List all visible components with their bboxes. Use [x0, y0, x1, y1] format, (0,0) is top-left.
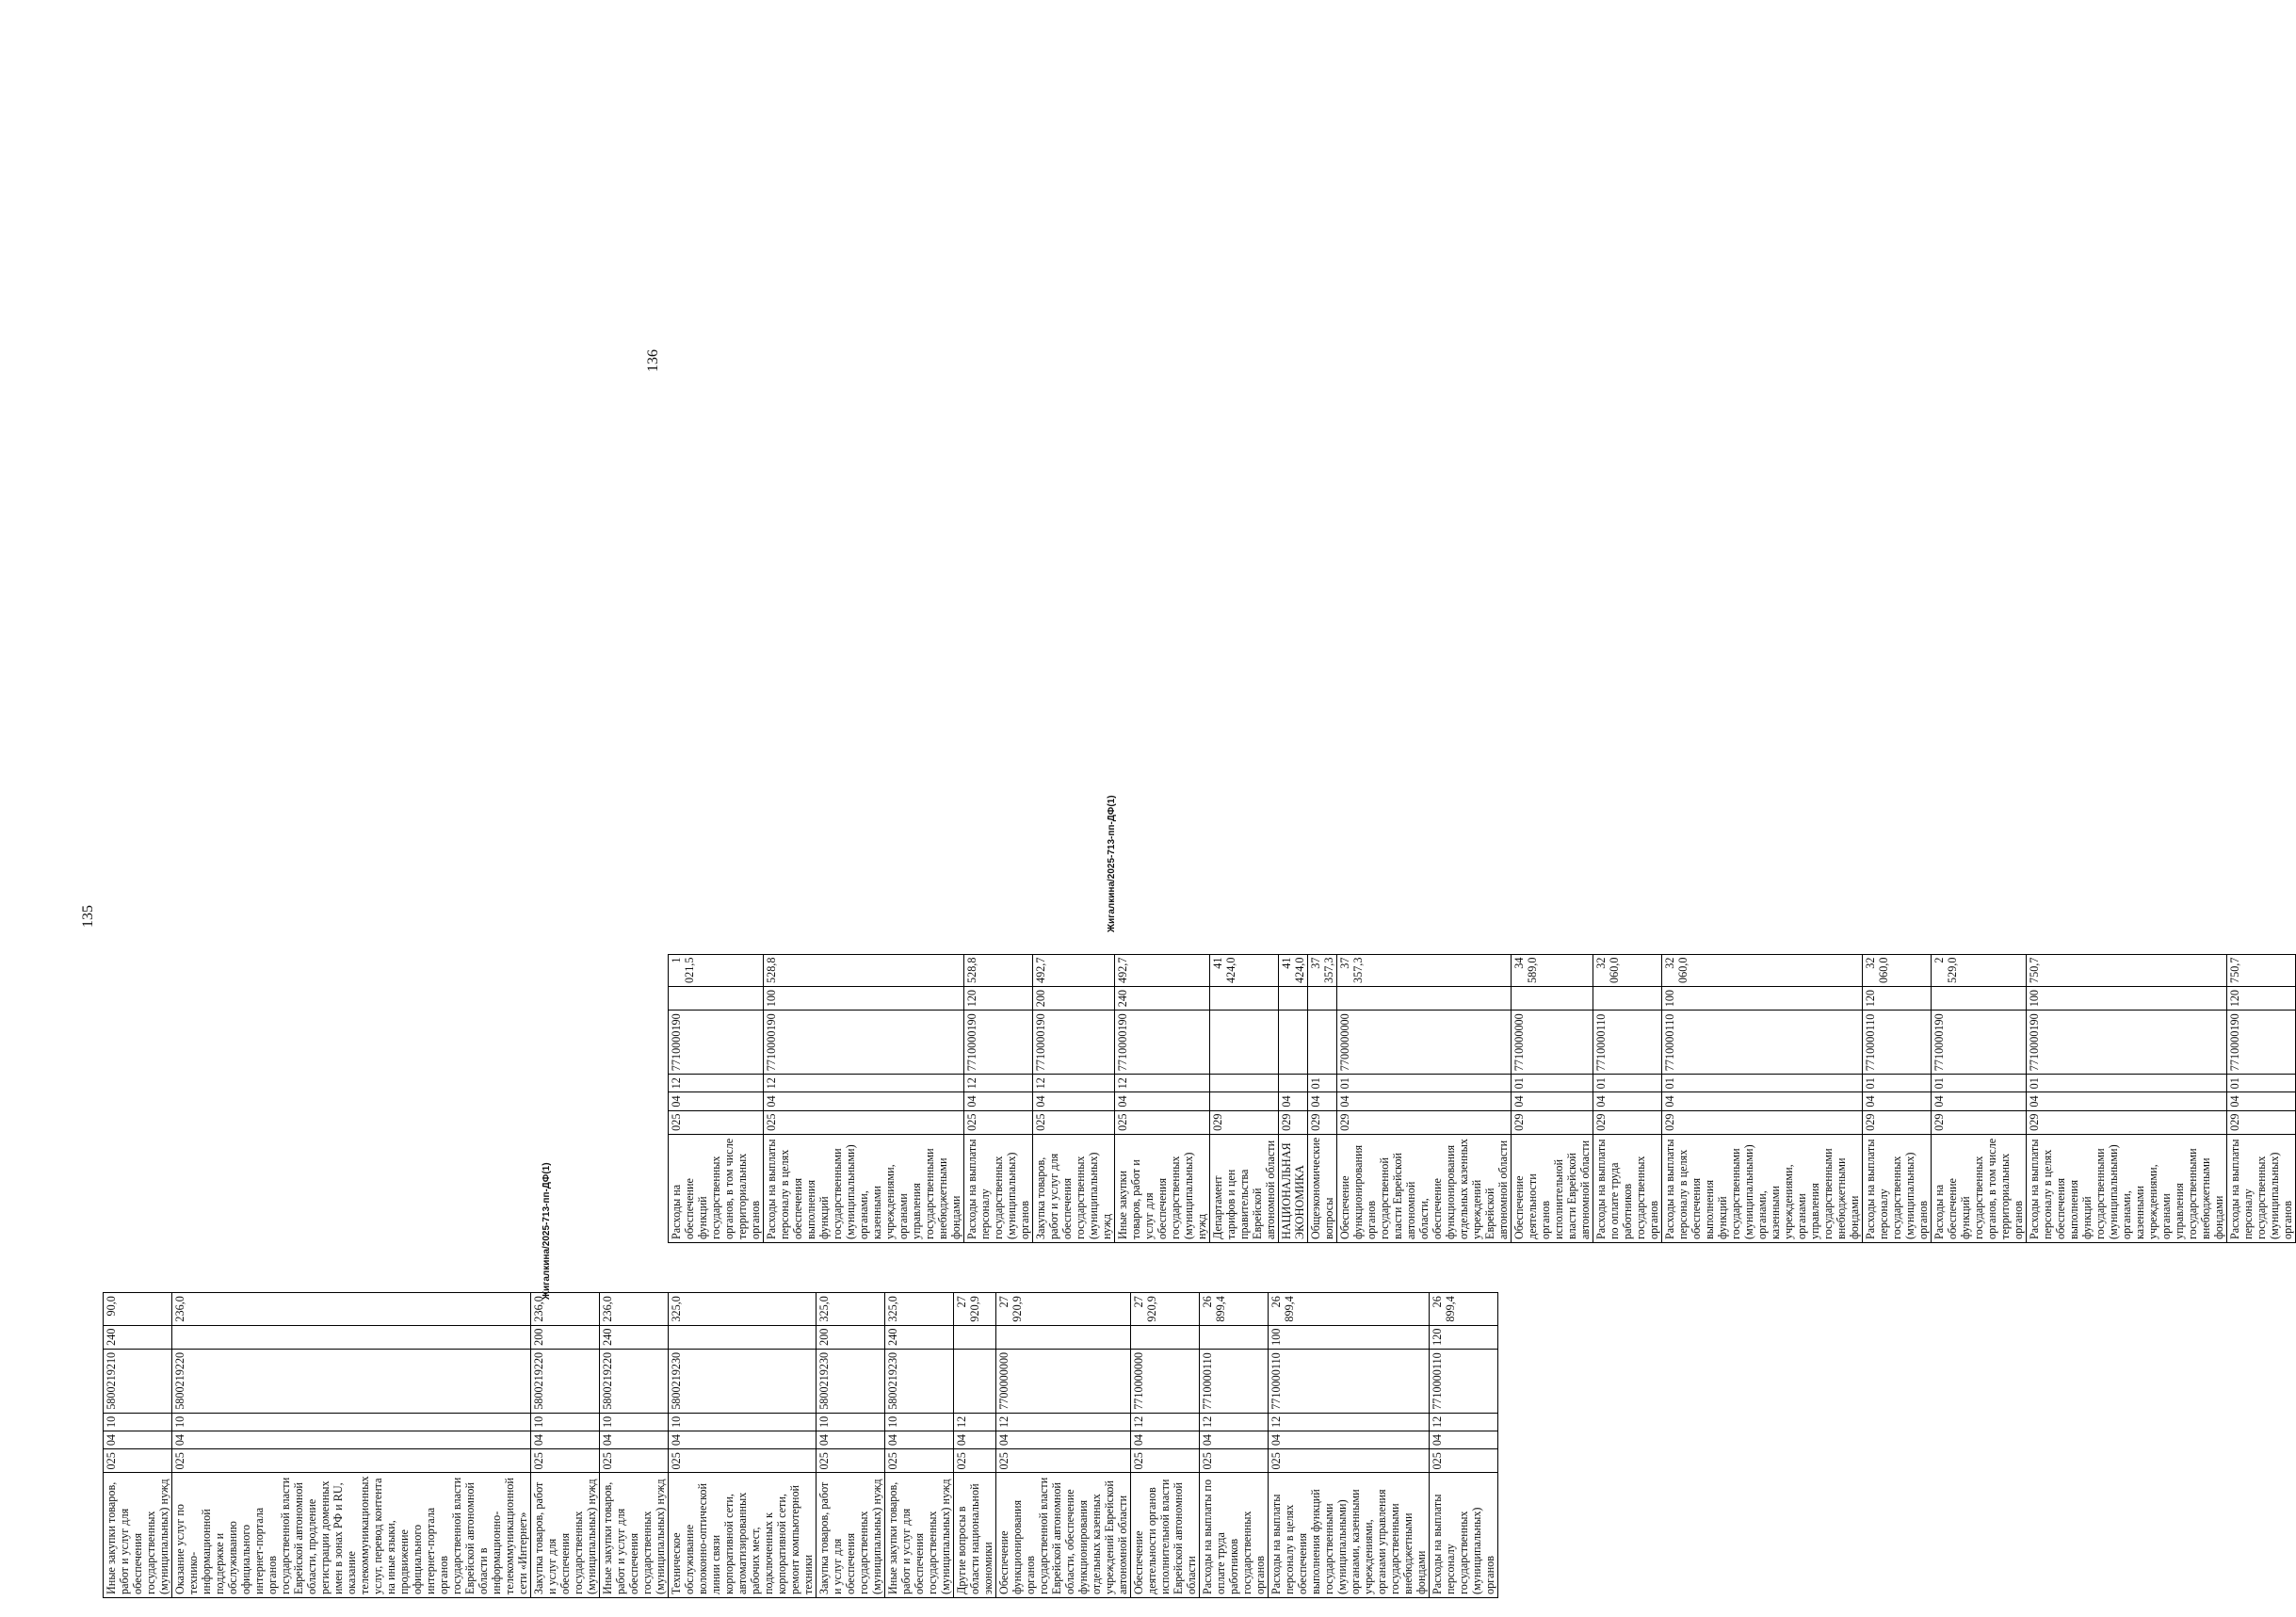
- page-number: 136: [645, 349, 661, 372]
- row-sum: 32 060,0: [1662, 954, 1863, 986]
- row-gr: 029: [2027, 1110, 2227, 1134]
- row-rz: [1210, 1092, 1279, 1110]
- row-sum: 32 060,0: [1863, 954, 1932, 986]
- row-cs: 7700000000: [996, 1349, 1131, 1413]
- row-vr: 240: [1115, 986, 1210, 1010]
- row-pr: 10: [600, 1413, 669, 1431]
- row-sum: 2 529,0: [1932, 954, 2027, 986]
- table-row: [1932, 954, 2027, 1242]
- row-gr: 029: [1210, 1110, 1279, 1134]
- row-name: Иные закупки товаров, работ и услуг для обеспечения государственных (муниципальных) нужд: [600, 1473, 669, 1598]
- row-rz: 04: [1279, 1092, 1308, 1110]
- row-name: Расходы на выплаты персоналу в целях обеспечения выполнения функций государственными (муниципальными) органами, казенными учреждениями, органами управления государственными внебюджетными фондами: [2027, 1134, 2227, 1242]
- table-row: [1131, 1293, 1200, 1598]
- row-gr: 025: [104, 1449, 172, 1473]
- row-cs: 7710000000: [1131, 1349, 1200, 1413]
- row-name: Департамент тарифов и цен правительства Еврейской автономной области: [1210, 1134, 1279, 1242]
- row-cs: 7700000000: [1337, 1011, 1512, 1075]
- row-sum: 1 021,5: [669, 954, 764, 986]
- row-sum: 492,7: [1115, 954, 1210, 986]
- row-cs: 7710000110: [1200, 1349, 1269, 1413]
- table-row: [1662, 954, 1863, 1242]
- row-rz: 04: [669, 1431, 817, 1448]
- row-name: Расходы на выплаты персоналу государственных (муниципальных) органов: [964, 1134, 1033, 1242]
- page-number: 135: [80, 905, 96, 928]
- row-vr: 200: [817, 1325, 885, 1349]
- row-cs: 7710000000: [1512, 1011, 1593, 1075]
- row-sum: 236,0: [600, 1293, 669, 1325]
- row-rz: 04: [600, 1431, 669, 1448]
- table-row: [1512, 954, 1593, 1242]
- row-vr: [1512, 986, 1593, 1010]
- row-cs: 7710000190: [764, 1011, 964, 1075]
- row-name: Обеспечение функционирования органов государственной власти Еврейской автономной области, обеспечение функционирования отдельных казенных учреждений Еврейской автономной области: [996, 1473, 1131, 1598]
- row-cs: 7710000190: [1932, 1011, 2027, 1075]
- footer-code: Жигалкина/2025-713-пп-ДФ(1): [542, 1162, 552, 1300]
- row-pr: 12: [996, 1413, 1131, 1431]
- row-rz: 04: [1200, 1431, 1269, 1448]
- row-cs: 7710000190: [669, 1011, 764, 1075]
- row-rz: 04: [764, 1092, 964, 1110]
- row-cs: 7710000190: [2227, 1011, 2296, 1075]
- row-pr: 10: [669, 1413, 817, 1431]
- row-vr: [1131, 1325, 1200, 1349]
- row-name: Расходы на выплаты персоналу государственных (муниципальных) органов: [2227, 1134, 2296, 1242]
- row-name: Закупка товаров, работ и услуг для обеспечения государственных (муниципальных) нужд: [1033, 1134, 1115, 1242]
- row-name: Расходы на выплаты персоналу государственных (муниципальных) органов: [1863, 1134, 1932, 1242]
- row-pr: 01: [1863, 1075, 1932, 1092]
- table-row: [1269, 1293, 1430, 1598]
- table-row: [172, 1293, 531, 1598]
- row-pr: 12: [1131, 1413, 1200, 1431]
- row-name: Закупка товаров, работ и услуг для обеспечения государственных (муниципальных) нужд: [817, 1473, 885, 1598]
- row-pr: 12: [1269, 1413, 1430, 1431]
- row-cs: 5800219230: [885, 1349, 954, 1413]
- table-row: [669, 954, 764, 1242]
- row-rz: 04: [1863, 1092, 1932, 1110]
- row-name: Расходы на выплаты по оплате труда работников государственных органов: [1200, 1473, 1269, 1598]
- row-vr: [1308, 986, 1337, 1010]
- row-vr: [1337, 986, 1512, 1010]
- row-pr: 01: [2227, 1075, 2296, 1092]
- row-sum: 26 899,4: [1269, 1293, 1430, 1325]
- row-rz: 04: [1115, 1092, 1210, 1110]
- row-vr: 100: [1662, 986, 1863, 1010]
- row-gr: 029: [1337, 1110, 1512, 1134]
- row-rz: 04: [669, 1092, 764, 1110]
- row-gr: 025: [954, 1449, 996, 1473]
- row-cs: 5800219220: [531, 1349, 600, 1413]
- row-cs: 7710000110: [1662, 1011, 1863, 1075]
- row-gr: 029: [2227, 1110, 2296, 1134]
- row-cs: 5800219220: [172, 1349, 531, 1413]
- row-sum: 37 357,3: [1308, 954, 1337, 986]
- row-rz: 04: [1131, 1431, 1200, 1448]
- row-rz: 04: [964, 1092, 1033, 1110]
- row-gr: 029: [1863, 1110, 1932, 1134]
- row-rz: 04: [172, 1431, 531, 1448]
- row-name: Обеспечение деятельности органов исполнительной власти Еврейской автономной области: [1512, 1134, 1593, 1242]
- row-vr: 240: [885, 1325, 954, 1349]
- row-gr: 025: [1269, 1449, 1430, 1473]
- row-rz: 04: [531, 1431, 600, 1448]
- row-name: Расходы на выплаты персоналу в целях обеспечения выполнения функций государственными (муниципальными) органами, казенными учреждениями, органами управления государственными внебюджетными фондами: [764, 1134, 964, 1242]
- budget-table-right: [668, 954, 2296, 1243]
- row-cs: 7710000190: [964, 1011, 1033, 1075]
- row-sum: 27 920,9: [954, 1293, 996, 1325]
- row-pr: 12: [964, 1075, 1033, 1092]
- row-sum: 750,7: [2027, 954, 2227, 986]
- row-vr: 100: [1269, 1325, 1430, 1349]
- row-gr: 025: [1033, 1110, 1115, 1134]
- row-name: Расходы на обеспечение функций государственных органов, в том числе территориальных органов: [1932, 1134, 2027, 1242]
- row-vr: 100: [2027, 986, 2227, 1010]
- row-sum: 492,7: [1033, 954, 1115, 986]
- row-vr: [1593, 986, 1662, 1010]
- row-sum: 41 424,0: [1279, 954, 1308, 986]
- row-cs: 5800219210: [104, 1349, 172, 1413]
- row-name: Общеэкономические вопросы: [1308, 1134, 1337, 1242]
- row-sum: 750,7: [2227, 954, 2296, 986]
- table-row: [1863, 954, 1932, 1242]
- row-rz: 04: [2027, 1092, 2227, 1110]
- row-gr: 029: [1932, 1110, 2027, 1134]
- row-gr: 025: [885, 1449, 954, 1473]
- table-row: [1033, 954, 1115, 1242]
- row-gr: 025: [1200, 1449, 1269, 1473]
- row-cs: 5800219230: [669, 1349, 817, 1413]
- footer-code: Жигалкина/2025-713-пп-ДФ(1): [1107, 795, 1117, 932]
- row-pr: 12: [1430, 1413, 1498, 1431]
- row-cs: [1308, 1011, 1337, 1075]
- row-cs: 5800219230: [817, 1349, 885, 1413]
- row-pr: 01: [1932, 1075, 2027, 1092]
- row-vr: [669, 986, 764, 1010]
- row-gr: 025: [669, 1110, 764, 1134]
- row-sum: 236,0: [172, 1293, 531, 1325]
- row-gr: 025: [817, 1449, 885, 1473]
- row-name: Другие вопросы в области национальной экономики: [954, 1473, 996, 1598]
- row-rz: 04: [2227, 1092, 2296, 1110]
- row-rz: 04: [1932, 1092, 2027, 1110]
- row-name: Расходы на выплаты по оплате труда работников государственных органов: [1593, 1134, 1662, 1242]
- row-sum: 26 899,4: [1430, 1293, 1498, 1325]
- row-name: Обеспечение функционирования органов государственной власти Еврейской автономной области, обеспечение функционирования отдельных казенных учреждений Еврейской автономной области: [1337, 1134, 1512, 1242]
- row-gr: 025: [172, 1449, 531, 1473]
- row-pr: 10: [104, 1413, 172, 1431]
- row-gr: 025: [1430, 1449, 1498, 1473]
- row-sum: 37 357,3: [1337, 954, 1512, 986]
- row-rz: 04: [1337, 1092, 1512, 1110]
- row-gr: 029: [1308, 1110, 1337, 1134]
- row-sum: 41 424,0: [1210, 954, 1279, 986]
- row-pr: 12: [1033, 1075, 1115, 1092]
- row-sum: 27 920,9: [996, 1293, 1131, 1325]
- row-sum: 90,0: [104, 1293, 172, 1325]
- row-vr: [172, 1325, 531, 1349]
- row-vr: 120: [1430, 1325, 1498, 1349]
- row-gr: 029: [1662, 1110, 1863, 1134]
- table-row: [1337, 954, 1512, 1242]
- row-name: Техническое обслуживание волоконно-оптической линии связи корпоративной сети, автоматизированных рабочих мест, подключенных к корпоративной сети, ремонт компьютерной техники: [669, 1473, 817, 1598]
- row-vr: [1932, 986, 2027, 1010]
- row-pr: [1279, 1075, 1308, 1092]
- row-rz: 04: [1308, 1092, 1337, 1110]
- table-row: [764, 954, 964, 1242]
- table-row: [1308, 954, 1337, 1242]
- row-rz: 04: [996, 1431, 1131, 1448]
- row-pr: 01: [1337, 1075, 1512, 1092]
- row-rz: 04: [1269, 1431, 1430, 1448]
- row-sum: 236,0: [531, 1293, 600, 1325]
- row-rz: 04: [1662, 1092, 1863, 1110]
- row-sum: 34 589,0: [1512, 954, 1593, 986]
- row-name: Оказание услуг по технико-информационной поддержке и обслуживанию официального интернет-портала органов государственной власти Еврейской автономной области, продление регистрации доменных имен в зонах РФ и RU, оказание телекоммуникационных услуг, перевод контента на иные языки, продвижение официального интернет-портала органов государственной власти Еврейской автономной области в информационно-телекоммуникационной сети «Интернет»: [172, 1473, 531, 1598]
- row-pr: 12: [954, 1413, 996, 1431]
- table-row: [1430, 1293, 1498, 1598]
- row-sum: 26 899,4: [1200, 1293, 1269, 1325]
- row-cs: [1279, 1011, 1308, 1075]
- row-pr: 01: [1512, 1075, 1593, 1092]
- table-row: [1200, 1293, 1269, 1598]
- row-name: Обеспечение деятельности органов исполнительной власти Еврейской автономной области: [1131, 1473, 1200, 1598]
- row-gr: 029: [1512, 1110, 1593, 1134]
- row-name: Расходы на выплаты персоналу в целях обеспечения выполнения функций государственными (муниципальными) органами, казенными учреждениями, органами управления государственными внебюджетными фондами: [1269, 1473, 1430, 1598]
- row-gr: 029: [1593, 1110, 1662, 1134]
- row-gr: 025: [1115, 1110, 1210, 1134]
- table-row: [104, 1293, 172, 1598]
- row-pr: 12: [764, 1075, 964, 1092]
- row-vr: 240: [104, 1325, 172, 1349]
- row-pr: 01: [1593, 1075, 1662, 1092]
- row-pr: 12: [1115, 1075, 1210, 1092]
- table-row: [1115, 954, 1210, 1242]
- table-row: [964, 954, 1033, 1242]
- row-cs: 7710000190: [1115, 1011, 1210, 1075]
- row-sum: 325,0: [885, 1293, 954, 1325]
- row-name: Закупка товаров, работ и услуг для обеспечения государственных (муниципальных) нужд: [531, 1473, 600, 1598]
- row-name: Расходы на выплаты персоналу государственных (муниципальных) органов: [1430, 1473, 1498, 1598]
- row-gr: 025: [669, 1449, 817, 1473]
- row-pr: 01: [1662, 1075, 1863, 1092]
- row-pr: [1210, 1075, 1279, 1092]
- row-sum: 32 060,0: [1593, 954, 1662, 986]
- row-vr: 240: [600, 1325, 669, 1349]
- row-rz: 04: [1512, 1092, 1593, 1110]
- row-vr: [1210, 986, 1279, 1010]
- row-rz: 04: [1593, 1092, 1662, 1110]
- row-rz: 04: [1033, 1092, 1115, 1110]
- row-vr: [1200, 1325, 1269, 1349]
- row-vr: 100: [764, 986, 964, 1010]
- row-pr: 12: [669, 1075, 764, 1092]
- row-pr: 10: [885, 1413, 954, 1431]
- row-name: Иные закупки товаров, работ и услуг для обеспечения государственных (муниципальных) нужд: [1115, 1134, 1210, 1242]
- row-vr: 120: [2227, 986, 2296, 1010]
- row-vr: 120: [1863, 986, 1932, 1010]
- row-cs: [1210, 1011, 1279, 1075]
- row-name: Расходы на выплаты персоналу в целях обеспечения выполнения функций государственными (муниципальными) органами, казенными учреждениями, органами управления государственными внебюджетными фондами: [1662, 1134, 1863, 1242]
- row-cs: 7710000110: [1593, 1011, 1662, 1075]
- row-sum: 325,0: [817, 1293, 885, 1325]
- table-row: [1279, 954, 1308, 1242]
- row-sum: 27 920,9: [1131, 1293, 1200, 1325]
- row-vr: 200: [531, 1325, 600, 1349]
- row-rz: 04: [885, 1431, 954, 1448]
- row-name: Иные закупки товаров, работ и услуг для обеспечения государственных (муниципальных) нужд: [885, 1473, 954, 1598]
- row-cs: 7710000110: [1269, 1349, 1430, 1413]
- row-rz: 04: [817, 1431, 885, 1448]
- row-gr: 025: [531, 1449, 600, 1473]
- row-gr: 025: [996, 1449, 1131, 1473]
- row-gr: 025: [964, 1110, 1033, 1134]
- row-cs: 7710000190: [1033, 1011, 1115, 1075]
- row-rz: 04: [1430, 1431, 1498, 1448]
- table-row: [1593, 954, 1662, 1242]
- row-pr: 10: [531, 1413, 600, 1431]
- row-pr: 12: [1200, 1413, 1269, 1431]
- row-sum: 325,0: [669, 1293, 817, 1325]
- row-cs: 5800219220: [600, 1349, 669, 1413]
- row-rz: 04: [954, 1431, 996, 1448]
- row-pr: 01: [2027, 1075, 2227, 1092]
- row-rz: 04: [104, 1431, 172, 1448]
- row-cs: 7710000110: [1430, 1349, 1498, 1413]
- table-row: [2227, 954, 2296, 1242]
- row-name: НАЦИОНАЛЬНАЯ ЭКОНОМИКА: [1279, 1134, 1308, 1242]
- row-gr: 029: [1279, 1110, 1308, 1134]
- table-row: [2027, 954, 2227, 1242]
- row-name: Расходы на обеспечение функций государственных органов, в том числе территориальных органов: [669, 1134, 764, 1242]
- row-vr: [1279, 986, 1308, 1010]
- row-vr: 120: [964, 986, 1033, 1010]
- row-cs: 7710000110: [1863, 1011, 1932, 1075]
- row-gr: 025: [600, 1449, 669, 1473]
- row-pr: 10: [817, 1413, 885, 1431]
- row-gr: 025: [764, 1110, 964, 1134]
- row-sum: 528,8: [964, 954, 1033, 986]
- row-gr: 025: [1131, 1449, 1200, 1473]
- row-pr: 10: [172, 1413, 531, 1431]
- row-pr: 01: [1308, 1075, 1337, 1092]
- row-vr: 200: [1033, 986, 1115, 1010]
- row-cs: 7710000190: [2027, 1011, 2227, 1075]
- row-name: Иные закупки товаров, работ и услуг для обеспечения государственных (муниципальных) нужд: [104, 1473, 172, 1598]
- table-row: [1210, 954, 1279, 1242]
- row-sum: 528,8: [764, 954, 964, 986]
